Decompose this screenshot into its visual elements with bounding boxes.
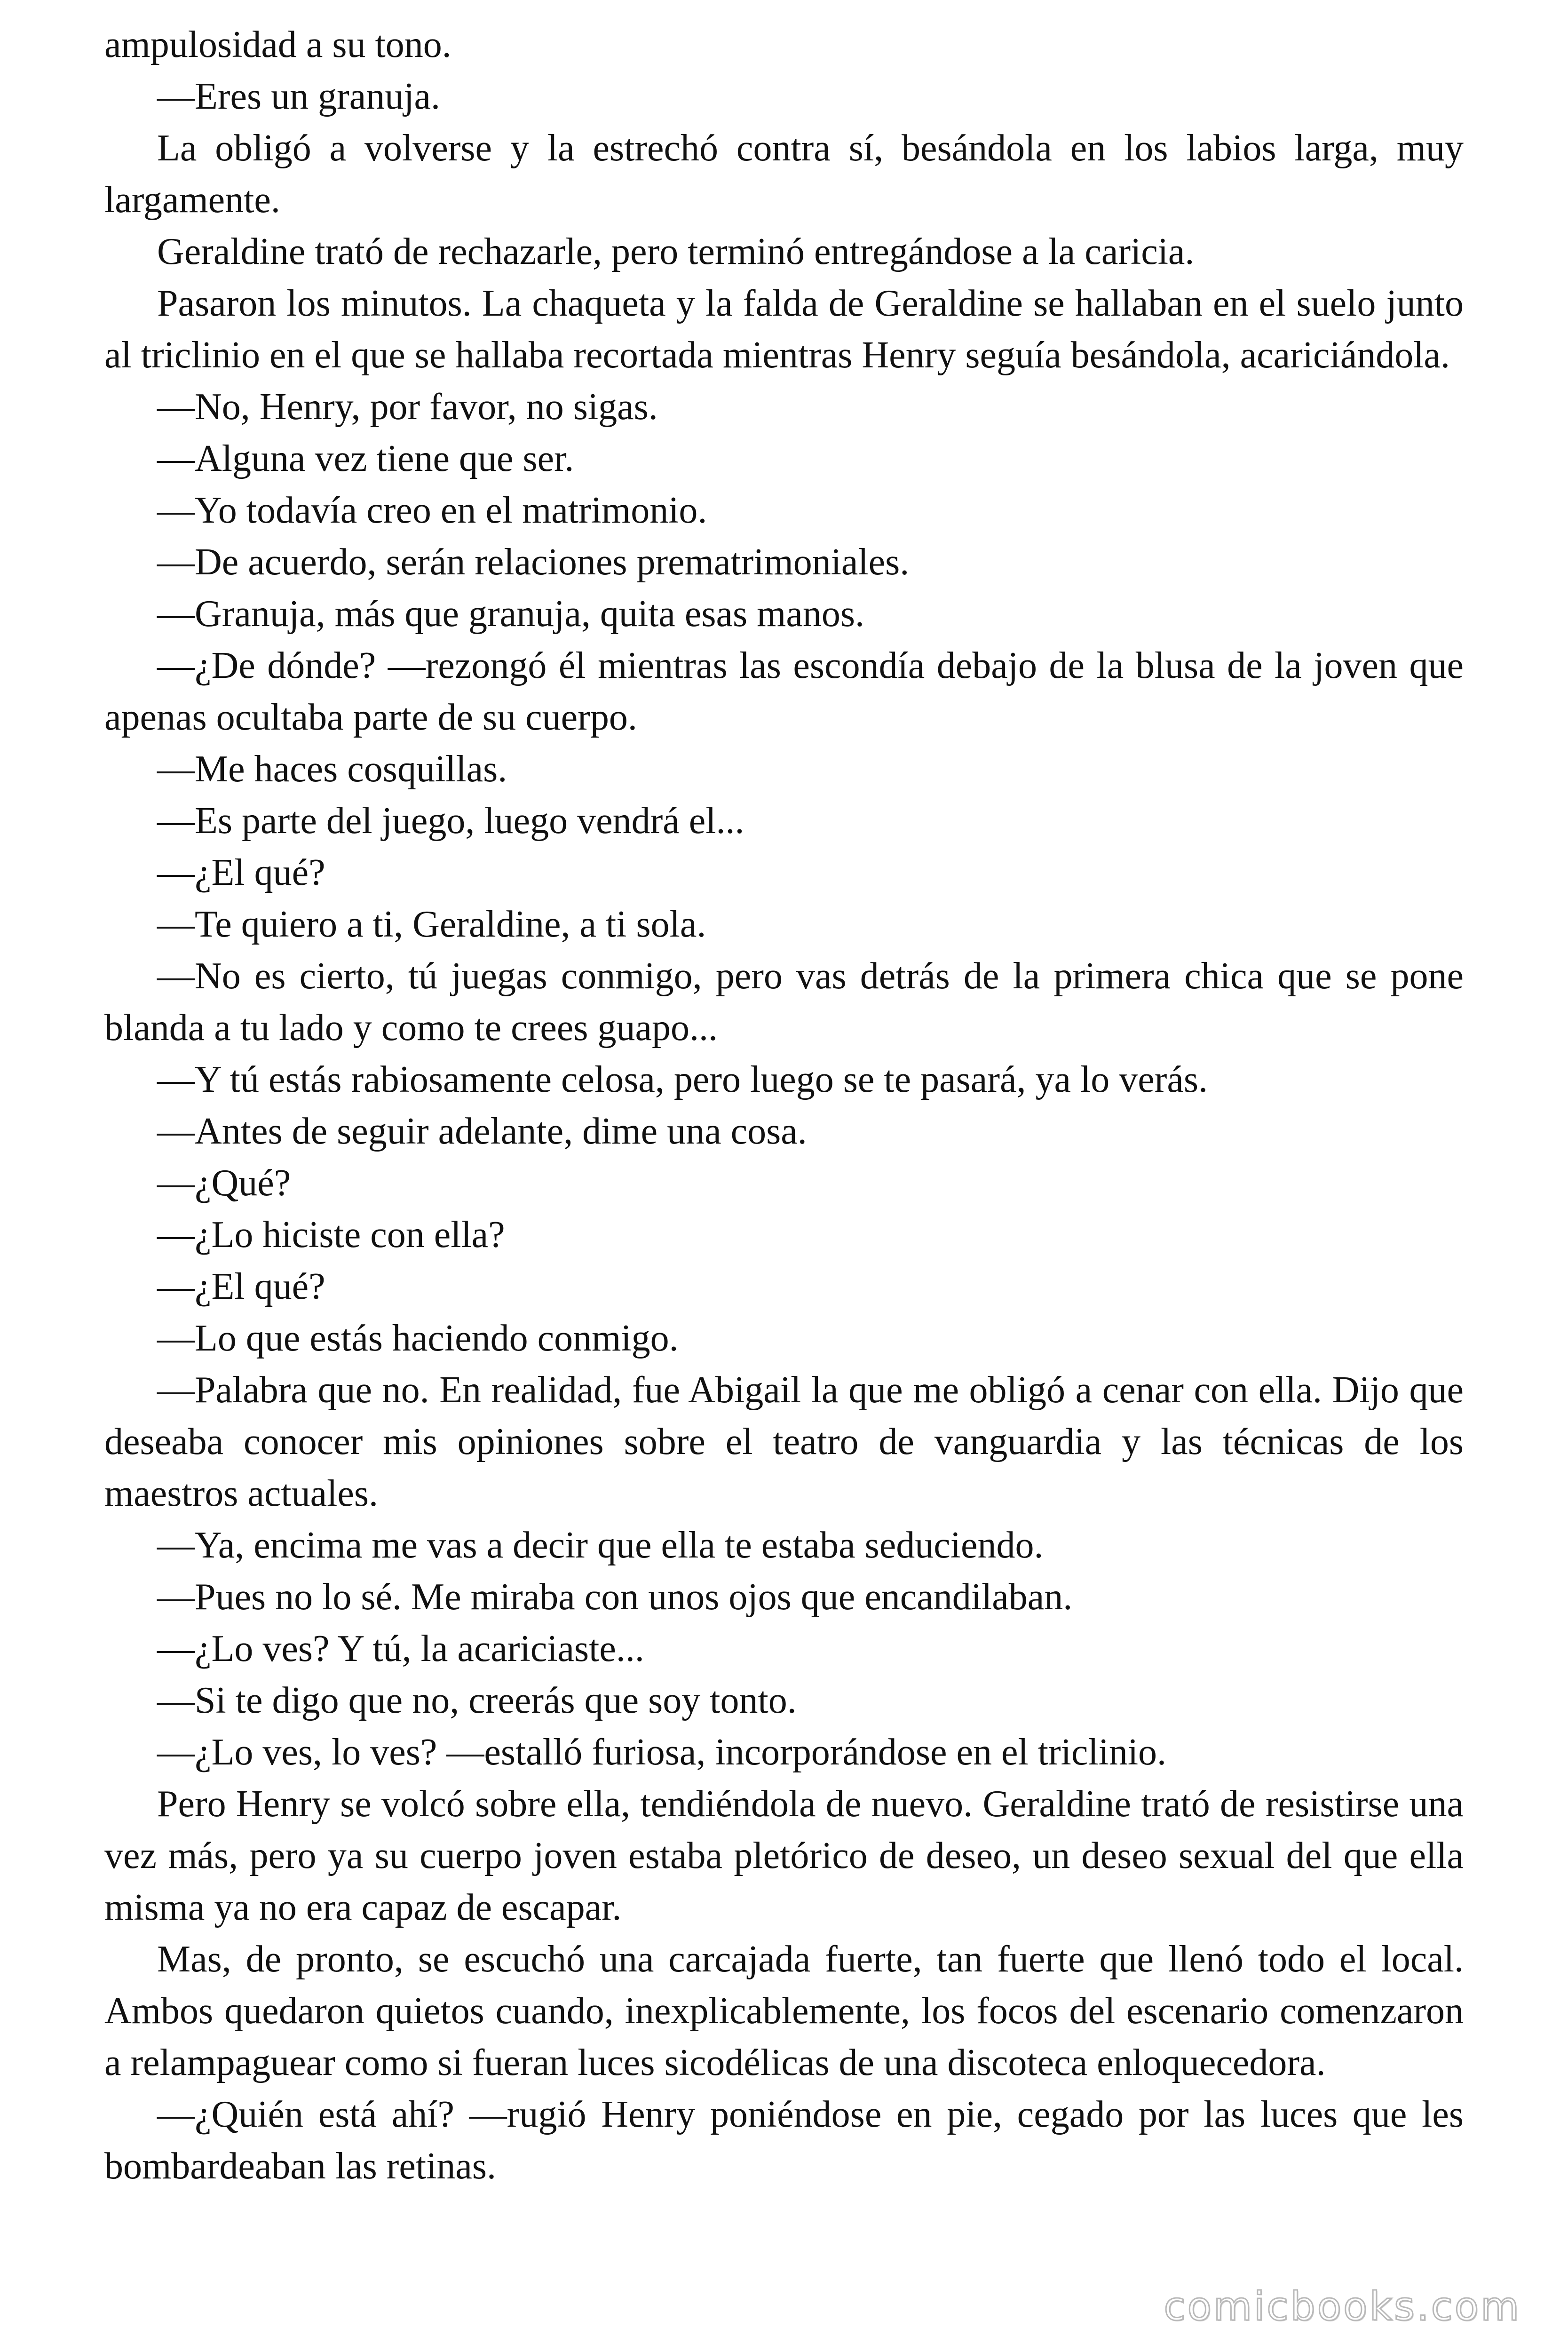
paragraph: —¿Lo ves? Y tú, la acariciaste... bbox=[157, 1628, 644, 1669]
paragraph: —¿Lo hiciste con ella? bbox=[157, 1214, 505, 1255]
watermark: comicbooks.com bbox=[1164, 2283, 1521, 2329]
paragraph: —Lo que estás haciendo conmigo. bbox=[157, 1318, 679, 1359]
paragraph: La obligó a volverse y la estrechó contra sí, besándola en los labios larga, muy largamente. bbox=[104, 127, 1464, 221]
paragraph: —Granuja, más que granuja, quita esas manos. bbox=[157, 593, 865, 635]
paragraph: —Me haces cosquillas. bbox=[157, 748, 507, 790]
paragraph: —¿El qué? bbox=[157, 852, 325, 893]
paragraph: —No es cierto, tú juegas conmigo, pero vas detrás de la primera chica que se pone blanda a tu lado y como te crees guapo... bbox=[104, 955, 1464, 1049]
paragraph: —Y tú estás rabiosamente celosa, pero luego se te pasará, ya lo verás. bbox=[157, 1059, 1208, 1100]
paragraph: —Yo todavía creo en el matrimonio. bbox=[157, 490, 707, 531]
paragraph: —Te quiero a ti, Geraldine, a ti sola. bbox=[157, 904, 706, 945]
paragraph: —Eres un granuja. bbox=[157, 76, 441, 117]
paragraph: Mas, de pronto, se escuchó una carcajada fuerte, tan fuerte que llenó todo el local. Ambos quedaron quietos cuando, inexplicablemente, los focos del escenario comenzaron a relampaguear como si fueran luces sicodélicas de una discoteca enloquecedora. bbox=[104, 1939, 1464, 2083]
paragraph: ampulosidad a su tono. bbox=[104, 24, 451, 65]
paragraph: Geraldine trató de rechazarle, pero terminó entregándose a la caricia. bbox=[157, 231, 1195, 272]
paragraph: —No, Henry, por favor, no sigas. bbox=[157, 386, 658, 428]
paragraph: —Palabra que no. En realidad, fue Abigail la que me obligó a cenar con ella. Dijo que deseaba conocer mis opiniones sobre el teatro de vanguardia y las técnicas de los maestros actuales. bbox=[104, 1369, 1464, 1514]
paragraph: —Ya, encima me vas a decir que ella te estaba seduciendo. bbox=[157, 1525, 1044, 1566]
body-text bbox=[104, 19, 1464, 2192]
paragraph: Pero Henry se volcó sobre ella, tendiéndola de nuevo. Geraldine trató de resistirse una vez más, pero ya su cuerpo joven estaba pletórico de deseo, un deseo sexual del que ella misma ya no era capaz de escapar. bbox=[104, 1783, 1464, 1928]
paragraph: —De acuerdo, serán relaciones prematrimoniales. bbox=[157, 541, 910, 583]
paragraph: —Alguna vez tiene que ser. bbox=[157, 438, 574, 479]
paragraph: —¿De dónde? —rezongó él mientras las escondía debajo de la blusa de la joven que apenas ocultaba parte de su cuerpo. bbox=[104, 645, 1464, 738]
paragraph: —Pues no lo sé. Me miraba con unos ojos que encandilaban. bbox=[157, 1576, 1073, 1618]
paragraph: —Antes de seguir adelante, dime una cosa. bbox=[157, 1111, 807, 1152]
paragraph: —¿Lo ves, lo ves? —estalló furiosa, incorporándose en el triclinio. bbox=[157, 1732, 1167, 1773]
paragraph: —Es parte del juego, luego vendrá el... bbox=[157, 800, 744, 842]
paragraph: —Si te digo que no, creerás que soy tonto. bbox=[157, 1680, 797, 1721]
paragraph: —¿Quién está ahí? —rugió Henry poniéndose en pie, cegado por las luces que les bombardeaban las retinas. bbox=[104, 2094, 1464, 2187]
paragraph: —¿El qué? bbox=[157, 1266, 325, 1307]
paragraph: Pasaron los minutos. La chaqueta y la falda de Geraldine se hallaban en el suelo junto al triclinio en el que se hallaba recortada mientras Henry seguía besándola, acariciándola. bbox=[104, 283, 1464, 376]
paragraph: —¿Qué? bbox=[157, 1162, 291, 1204]
